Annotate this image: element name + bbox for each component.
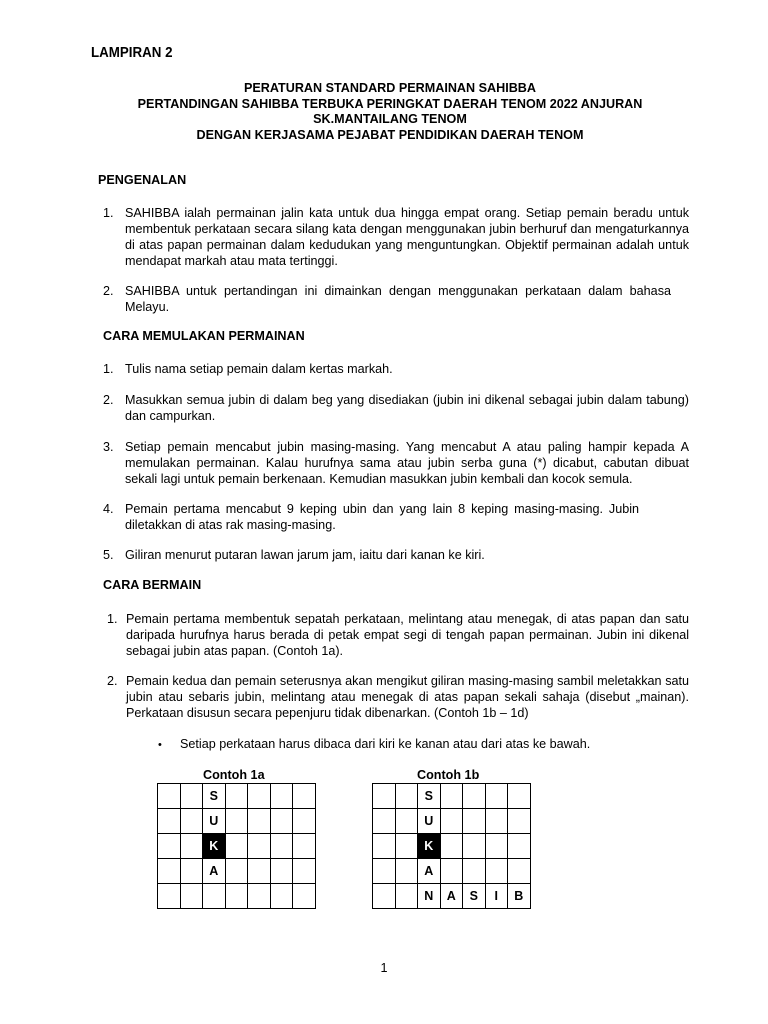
grid-cell (270, 809, 293, 834)
list-item (103, 283, 689, 315)
list-item (107, 673, 689, 721)
grid-cell: A (440, 884, 463, 909)
grid-cell (395, 809, 418, 834)
grid-cell (395, 784, 418, 809)
grid-cell (293, 834, 316, 859)
grid-cell (225, 784, 248, 809)
grid-cell: U (418, 809, 441, 834)
grid-cell (373, 859, 396, 884)
grid-cell (440, 834, 463, 859)
grid-cell (293, 784, 316, 809)
grid-cell (373, 784, 396, 809)
grid-cell (485, 834, 508, 859)
grid-cell (180, 859, 203, 884)
grid-row (158, 809, 316, 834)
grid-cell (440, 859, 463, 884)
grid-cell (248, 859, 271, 884)
example-grid-1b (372, 783, 531, 909)
grid-cell (485, 784, 508, 809)
grid-cell (373, 834, 396, 859)
section-heading-pengenalan: PENGENALAN (98, 173, 187, 187)
grid-cell (508, 859, 531, 884)
grid-row (158, 834, 316, 859)
grid-cell (158, 884, 181, 909)
grid-cell: K (418, 834, 441, 859)
list-item (107, 611, 689, 659)
title-line-2: PERTANDINGAN SAHIBBA TERBUKA PERINGKAT DAERAH TENOM 2022 ANJURAN (137, 97, 643, 111)
list-text: Tulis nama setiap pemain dalam kertas markah. (125, 362, 393, 376)
bullet-text: Setiap perkataan harus dibaca dari kiri ke kanan atau dari atas ke bawah. (180, 737, 591, 751)
grid-cell: K (203, 834, 226, 859)
grid-cell (248, 834, 271, 859)
grid-cell: S (203, 784, 226, 809)
grid-cell (225, 859, 248, 884)
section-heading-bermain: CARA BERMAIN (103, 578, 202, 592)
grid-cell (440, 809, 463, 834)
list-text: Pemain pertama mencabut 9 keping ubin dan yang lain 8 keping masing-masing. Jubin diletakkan di atas rak masing-masing. (125, 502, 639, 532)
grid-cell (248, 884, 271, 909)
list-text: Giliran menurut putaran lawan jarum jam, iaitu dari kanan ke kiri. (125, 548, 485, 562)
list-number: 2. (103, 393, 114, 407)
grid-cell: S (463, 884, 486, 909)
grid-cell (180, 834, 203, 859)
list-text: Setiap pemain mencabut jubin masing-masing. Yang mencabut A atau paling hampir kepada A memulakan permainan. Kalau hurufnya sama atau jubin serba guna (*) dicabut, cabutan dibuat sekali lagi untuk pemain berkenaan. Kemudian masukkan jubin kembali dan kocok semula. (125, 440, 689, 486)
grid-cell: I (485, 884, 508, 909)
bullet-icon: • (158, 739, 162, 751)
grid-cell (180, 784, 203, 809)
grid-cell (463, 859, 486, 884)
list-text: Pemain kedua dan pemain seterusnya akan mengikut giliran masing-masing sambil meletakkan satu jubin atau sebaris jubin, melintang atau menegak di atas papan sekali sahaja (disebut „mainan). Perkataan disusun secara pepenjuru tidak dibenarkan. (Contoh 1b – 1d) (126, 674, 689, 720)
list-text: Masukkan semua jubin di dalam beg yang disediakan (jubin ini dikenal sebagai jubin dalam tabung) dan campurkan. (125, 393, 689, 423)
grid-cell (203, 884, 226, 909)
title-line-3: SK.MANTAILANG TENOM (313, 112, 467, 126)
grid-cell (158, 859, 181, 884)
list-number: 2. (107, 674, 118, 688)
grid-cell (485, 859, 508, 884)
grid-cell (270, 859, 293, 884)
grid-cell (225, 834, 248, 859)
grid-cell (293, 859, 316, 884)
grid-cell: U (203, 809, 226, 834)
list-item (103, 501, 689, 533)
list-text: Pemain pertama membentuk sepatah perkataan, melintang atau menegak, di atas papan dan satu daripada hurufnya harus berada di petak empat segi di tengah papan permainan. Jubin ini dikenal sebagai jubin atas papan. (Contoh 1a). (126, 612, 689, 658)
list-text: SAHIBBA untuk pertandingan ini dimainkan dengan menggunakan perkataan dalam bahasa Melayu. (125, 284, 671, 314)
grid-cell: N (418, 884, 441, 909)
list-number: 2. (103, 284, 114, 298)
list-text: SAHIBBA ialah permainan jalin kata untuk dua hingga empat orang. Setiap pemain beradu untuk membentuk perkataan secara silang kata dengan menggunakan jubin berhuruf dan mengaturkannya di atas papan permainan dalam kedudukan yang menguntungkan. Objektif permainan adalah untuk mendapat markah atau mata tertinggi. (125, 206, 689, 268)
grid-cell (293, 809, 316, 834)
example-label-1a: Contoh 1a (203, 768, 265, 782)
grid-row (158, 884, 316, 909)
grid-cell (225, 809, 248, 834)
list-item (103, 439, 689, 487)
grid-cell (270, 784, 293, 809)
grid-cell (158, 834, 181, 859)
grid-cell (395, 884, 418, 909)
grid-row (158, 859, 316, 884)
list-number: 5. (103, 548, 114, 562)
grid-cell: S (418, 784, 441, 809)
list-item (103, 205, 689, 269)
grid-cell (508, 784, 531, 809)
example-label-1b: Contoh 1b (417, 768, 480, 782)
grid-cell (463, 784, 486, 809)
bullet-item (158, 736, 678, 753)
page-number: 1 (380, 961, 388, 975)
grid-cell (373, 809, 396, 834)
grid-cell (373, 884, 396, 909)
list-item (103, 547, 689, 563)
grid-row (373, 809, 531, 834)
example-grid-1a (157, 783, 316, 909)
grid-row (158, 784, 316, 809)
grid-cell (180, 809, 203, 834)
grid-cell (395, 859, 418, 884)
list-number: 1. (103, 206, 114, 220)
list-number: 1. (107, 612, 118, 626)
grid-cell (293, 884, 316, 909)
grid-cell (508, 834, 531, 859)
grid-cell (248, 784, 271, 809)
list-number: 4. (103, 502, 114, 516)
grid-cell (158, 784, 181, 809)
grid-cell (485, 809, 508, 834)
grid-cell (395, 834, 418, 859)
grid-cell: B (508, 884, 531, 909)
grid-row (373, 834, 531, 859)
grid-cell (270, 834, 293, 859)
grid-cell (158, 809, 181, 834)
grid-cell (270, 884, 293, 909)
grid-cell (508, 809, 531, 834)
grid-cell (440, 784, 463, 809)
section-heading-memulakan: CARA MEMULAKAN PERMAINAN (103, 329, 305, 343)
grid-cell: A (203, 859, 226, 884)
list-number: 1. (103, 362, 114, 376)
list-number: 3. (103, 440, 114, 454)
grid-row (373, 884, 531, 909)
list-item (103, 392, 689, 424)
grid-cell (463, 809, 486, 834)
title-line-1: PERATURAN STANDARD PERMAINAN SAHIBBA (244, 81, 536, 95)
grid-cell (225, 884, 248, 909)
grid-cell (248, 809, 271, 834)
grid-row (373, 784, 531, 809)
grid-cell: A (418, 859, 441, 884)
grid-cell (180, 884, 203, 909)
appendix-label: LAMPIRAN 2 (91, 45, 173, 61)
list-item (103, 361, 689, 377)
grid-cell (463, 834, 486, 859)
grid-row (373, 859, 531, 884)
title-line-4: DENGAN KERJASAMA PEJABAT PENDIDIKAN DAERAH TENOM (196, 128, 584, 142)
